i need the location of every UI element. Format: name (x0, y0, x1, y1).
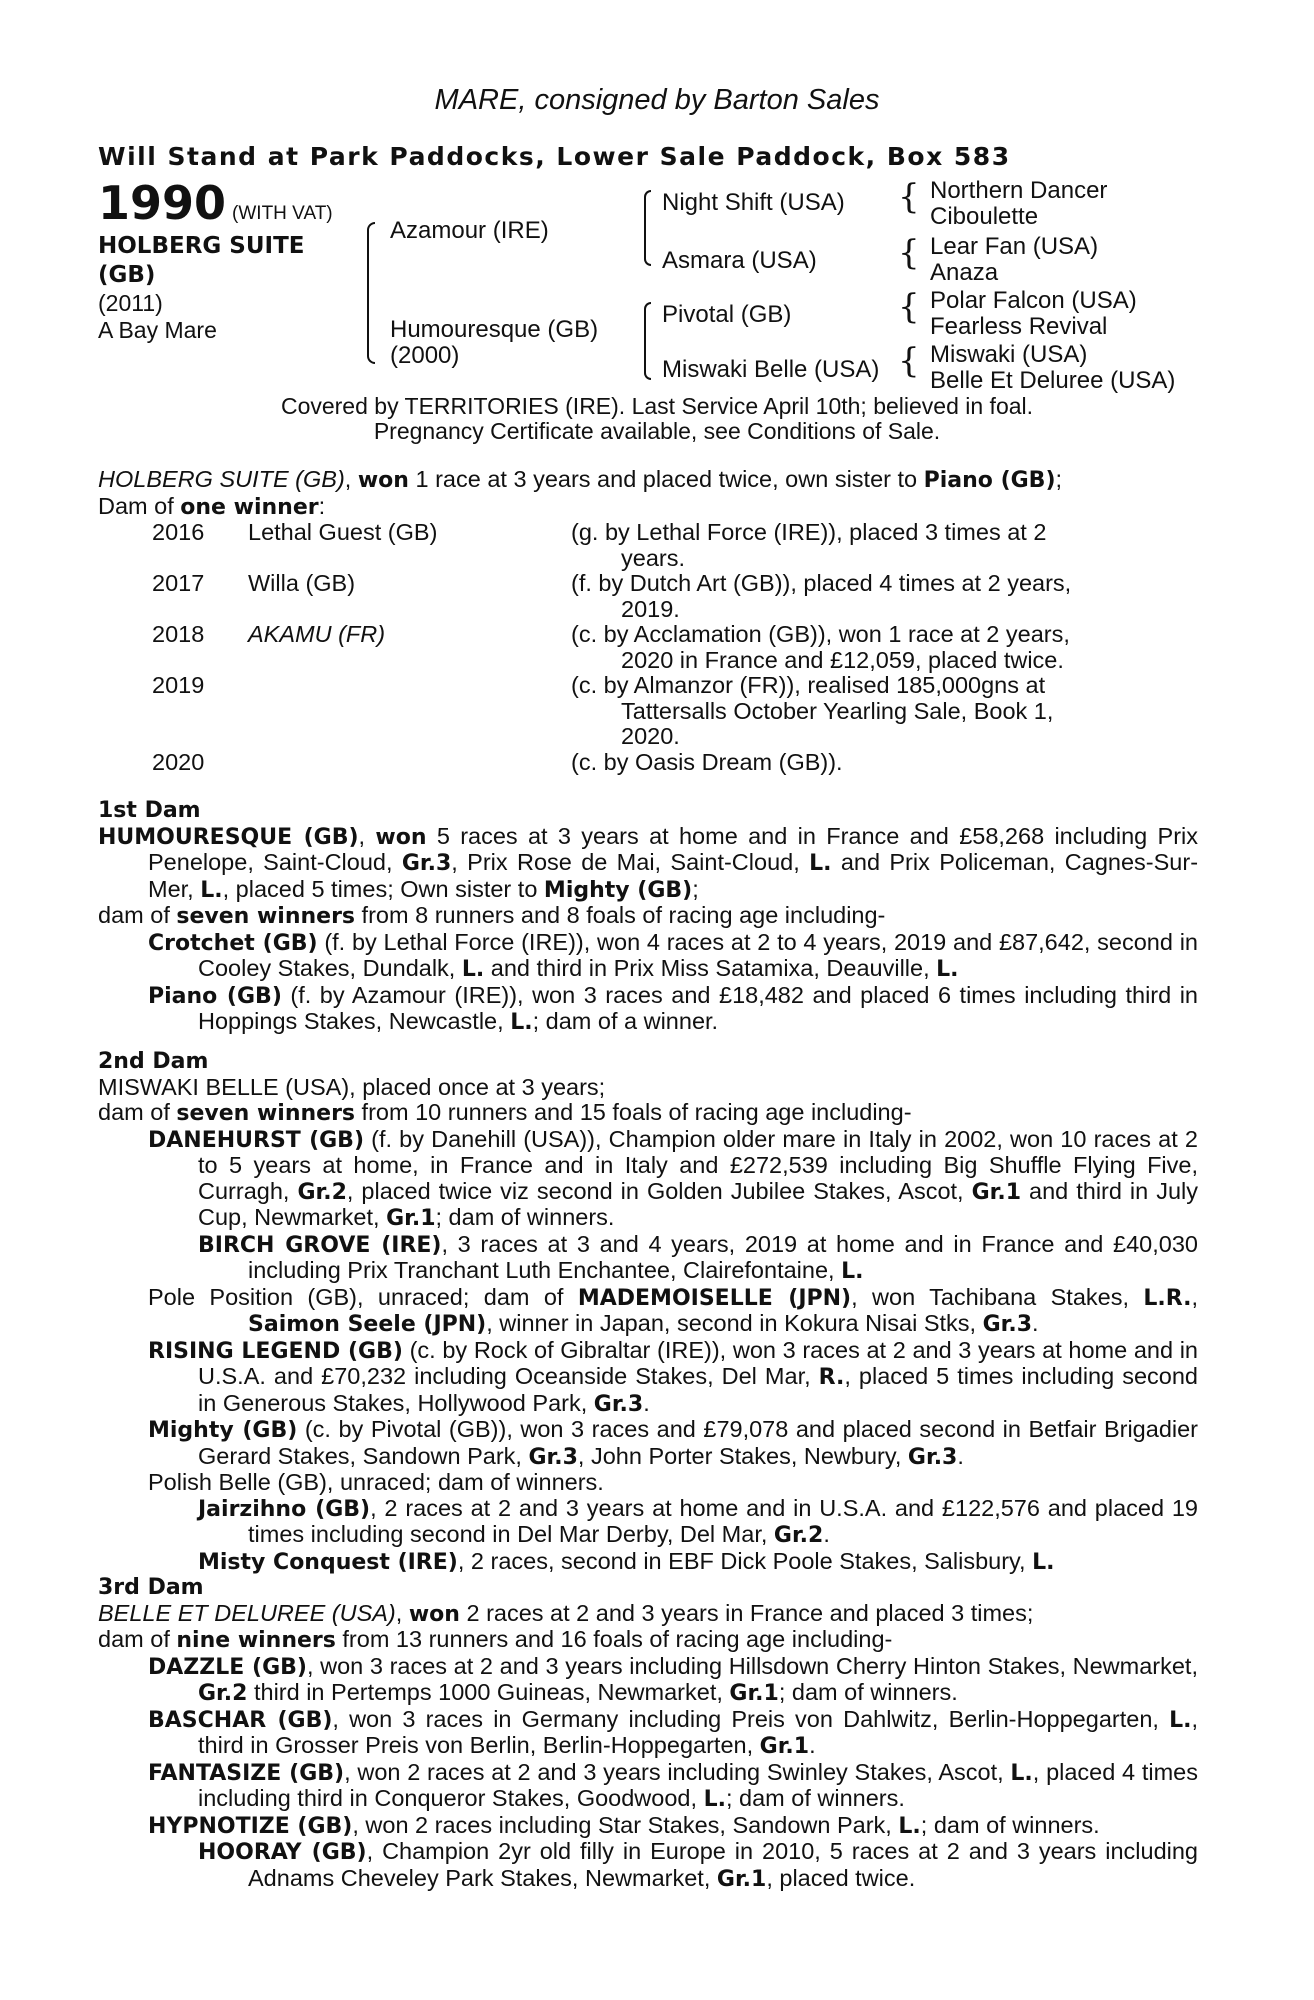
progeny-row: 2017 Willa (GB) (f. by Dutch Art (GB)), placed 4 times at 2 years, (152, 570, 1072, 596)
section-heading: 1st Dam (98, 798, 201, 823)
pedigree-brace: { (898, 341, 920, 381)
dam-sire-sire: Polar Falcon (USA) (930, 287, 1137, 314)
produce-entry: DANEHURST (GB) (f. by Danehill (USA)), Champion older mare in Italy in 2002, won 10 races at 2 to 5 years at home, in France and in Italy and £272,539 including Big Shuffle Flying Five, Curragh, Gr.2, placed twice viz second in Golden Jubilee Stakes, Ascot, Gr.1 and third in July Cup, Newmarket, Gr.1; dam of winners. (148, 1125, 1199, 1231)
dam-sire: Pivotal (GB) (662, 301, 792, 328)
progeny-row: 2019 (c. by Almanzor (FR)), realised 185,000gns at (152, 672, 1046, 698)
progeny-row: 2016 Lethal Guest (GB) (g. by Lethal Force (IRE)), placed 3 times at 2 (152, 519, 1047, 545)
covering-note: Covered by TERRITORIES (IRE). Last Service April 10th; believed in foal. Pregnancy Certificate available, see Conditions of Sale. (280, 393, 1034, 444)
sire: Azamour (IRE) (390, 217, 549, 244)
horse-year: (2011) (98, 290, 163, 316)
sire-dam: Asmara (USA) (662, 247, 817, 274)
dam-dam: Miswaki Belle (USA) (662, 356, 880, 383)
pedigree-brace: { (898, 287, 920, 327)
produce-entry: FANTASIZE (GB), won 2 races at 2 and 3 years including Swinley Stakes, Ascot, L., placed 4 times including third in Conqueror Stakes, Goodwood, L.; dam of winners. (148, 1758, 1199, 1812)
dam-year: (2000) (390, 342, 460, 369)
sire-dam-sire: Lear Fan (USA) (930, 233, 1099, 260)
produce-entry: BIRCH GROVE (IRE), 3 races at 3 and 4 years, 2019 at home and in France and £40,030 including Prix Tranchant Luth Enchantee, Clairefontaine, L. (198, 1230, 1198, 1284)
produce-entry: BASCHAR (GB), won 3 races in Germany including Preis von Dahlwitz, Berlin-Hoppegarten, L., third in Grosser Preis von Berlin, Berlin-Hoppegarten, Gr.1. (148, 1705, 1198, 1759)
dam-dam-sire: Miswaki (USA) (930, 341, 1088, 368)
dam-produce-summary: dam of seven winners from 8 runners and 8 foals of racing age including- (98, 902, 886, 929)
section-heading: 3rd Dam (98, 1575, 204, 1600)
mare-summary: HOLBERG SUITE (GB), won 1 race at 3 years and placed twice, own sister to Piano (GB); Dam of one winner: (98, 466, 1063, 520)
produce-entry: Misty Conquest (IRE), 2 races, second in EBF Dick Poole Stakes, Salisbury, L. (198, 1547, 1055, 1575)
dam-sire-dam: Fearless Revival (930, 313, 1108, 340)
progeny-row-cont: 2020 in France and £12,059, placed twice. (621, 646, 1064, 673)
produce-entry: Mighty (GB) (c. by Pivotal (GB)), won 3 races and £79,078 and placed second in Betfair Brigadier Gerard Stakes, Sandown Park, Gr.3, John Porter Stakes, Newbury, Gr.3. (148, 1416, 1199, 1470)
progeny-row-cont: Tattersalls October Yearling Sale, Book 1, (621, 697, 1054, 724)
sire-sire-sire: Northern Dancer (930, 177, 1108, 204)
dam-dam-dam: Belle Et Deluree (USA) (930, 367, 1176, 394)
dam-record: HUMOURESQUE (GB), won 5 races at 3 years at home and in France and £58,268 including Prix Penelope, Saint-Cloud, Gr.3, Prix Rose de Mai, Saint-Cloud, L. and Prix Policeman, Cagnes-Sur-Mer, L., placed 5 times; Own sister to Mighty (GB); (98, 822, 1199, 903)
produce-record (98, 467, 1198, 775)
progeny-row-cont: 2020. (621, 723, 680, 749)
stand-location: Will Stand at Park Paddocks, Lower Sale Paddock, Box 583 (98, 142, 1011, 171)
lot-number: 1990 (98, 176, 227, 230)
produce-entry: Pole Position (GB), unraced; dam of MADEMOISELLE (JPN), won Tachibana Stakes, L.R., Saimon Seele (JPN), winner in Japan, second in Kokura Nisai Stks, Gr.3. (148, 1283, 1199, 1337)
section-heading: 2nd Dam (98, 1049, 209, 1074)
produce-entry: Jairzihno (GB), 2 races at 2 and 3 years at home and in U.S.A. and £122,576 and placed 19 times including second in Del Mar Derby, Del Mar, Gr.2. (198, 1494, 1198, 1548)
produce-entry: Piano (GB) (f. by Azamour (IRE)), won 3 races and £18,482 and placed 6 times including third in Hoppings Stakes, Newcastle, L.; dam of a winner. (148, 981, 1198, 1035)
vat-note: (WITH VAT) (232, 203, 333, 224)
produce-entry: RISING LEGEND (GB) (c. by Rock of Gibraltar (IRE)), won 3 races at 2 and 3 years at home and in U.S.A. and £70,232 including Oceanside Stakes, Del Mar, R., placed 5 times including second in Generous Stakes, Hollywood Park, Gr.3. (148, 1336, 1198, 1417)
sire-sire-dam: Ciboulette (930, 203, 1039, 230)
horse-name: HOLBERG SUITE (GB) (98, 233, 305, 288)
dam-record: MISWAKI BELLE (USA), placed once at 3 years; (98, 1073, 606, 1100)
dam: Humouresque (GB) (390, 316, 599, 343)
pedigree-brace (644, 190, 651, 226)
progeny-row: 2018 AKAMU (FR) (c. by Acclamation (GB)), won 1 race at 2 years, (152, 621, 1070, 647)
pedigree-brace (644, 224, 651, 266)
third-dam-section (98, 1575, 1198, 1892)
consignment-title: MARE, consigned by Barton Sales (434, 84, 880, 116)
pedigree-brace: { (898, 177, 920, 217)
first-dam-section (98, 798, 1198, 1036)
horse-description: A Bay Mare (98, 317, 217, 343)
lot-block (98, 176, 358, 344)
produce-entry: HYPNOTIZE (GB), won 2 races including Star Stakes, Sandown Park, L.; dam of winners. (148, 1811, 1100, 1839)
sire-dam-dam: Anaza (930, 259, 999, 286)
second-dam-section (98, 1049, 1198, 1575)
produce-entry: DAZZLE (GB), won 3 races at 2 and 3 years including Hillsdown Cherry Hinton Stakes, Newmarket, Gr.2 third in Pertemps 1000 Guineas, Newmarket, Gr.1; dam of winners. (148, 1652, 1198, 1706)
sire-sire: Night Shift (USA) (662, 189, 845, 216)
pedigree-brace: { (898, 233, 920, 273)
pedigree-brace (367, 222, 375, 284)
progeny-row-cont: 2019. (621, 595, 680, 622)
produce-entry: Polish Belle (GB), unraced; dam of winners. (148, 1469, 604, 1495)
dam-produce-summary: dam of nine winners from 13 runners and 16 foals of racing age including- (98, 1626, 893, 1653)
dam-produce-summary: dam of seven winners from 10 runners and 15 foals of racing age including- (98, 1099, 912, 1126)
progeny-row: 2020 (c. by Oasis Dream (GB)). (152, 748, 843, 775)
pedigree-brace (644, 340, 651, 380)
pedigree-brace (367, 282, 375, 364)
pedigree-brace (644, 302, 651, 342)
progeny-row-cont: years. (621, 544, 685, 571)
produce-entry: HOORAY (GB), Champion 2yr old filly in Europe in 2010, 5 races at 2 and 3 years including Adnams Cheveley Park Stakes, Newmarket, Gr.1, placed twice. (198, 1838, 1198, 1892)
dam-record: BELLE ET DELUREE (USA), won 2 races at 2 and 3 years in France and placed 3 times; (98, 1599, 1034, 1627)
produce-entry: Crotchet (GB) (f. by Lethal Force (IRE)), won 4 races at 2 to 4 years, 2019 and £87,642, second in Cooley Stakes, Dundalk, L. and third in Prix Miss Satamixa, Deauville, L. (148, 928, 1198, 982)
